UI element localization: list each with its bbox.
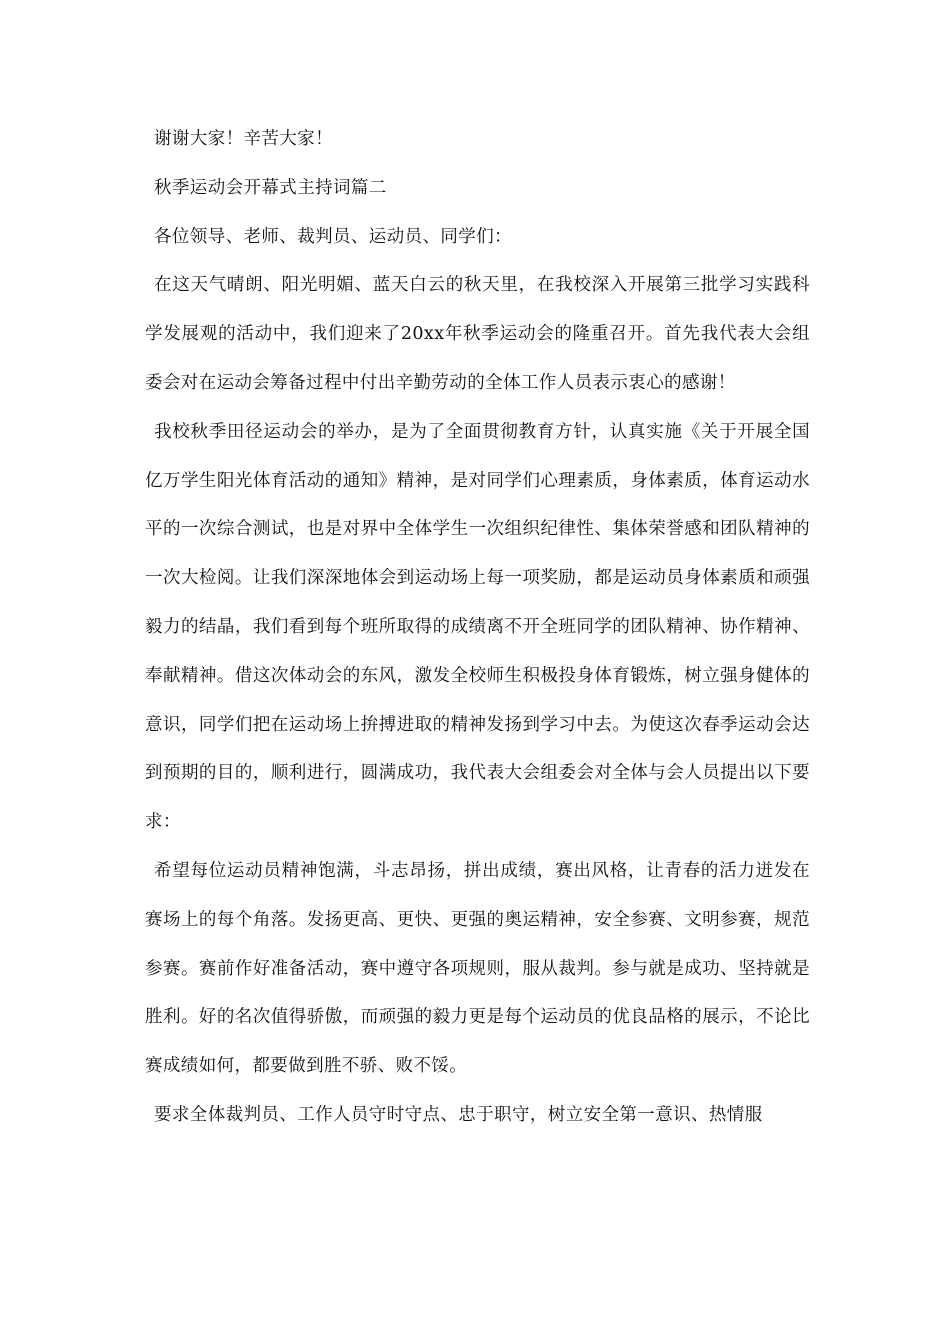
closing-thanks: 谢谢大家！辛苦大家！ bbox=[154, 129, 333, 149]
document-body bbox=[145, 115, 810, 1140]
salutation: 各位领导、老师、裁判员、运动员、同学们： bbox=[154, 226, 512, 247]
paragraph-opening: 在这天气晴朗、阳光明媚、蓝天白云的秋天里，在我校深入开展第三批学习实践科学发展观的活动中，我们迎来了20xx年秋季运动会的隆重召开。首先我代表大会组委会对在运动会筹备过程中付出辛勤劳动的全体工作人员表示衷心的感谢！ bbox=[145, 275, 810, 393]
paragraph-referees: 要求全体裁判员、工作人员守时守点、忠于职守，树立安全第一意识、热情服 bbox=[154, 1104, 763, 1125]
section-title: 秋季运动会开幕式主持词篇二 bbox=[154, 177, 387, 198]
paragraph-athletes: 希望每位运动员精神饱满，斗志昂扬，拼出成绩，赛出风格，让青春的活力迸发在赛场上的每个角落。发扬更高、更快、更强的奥运精神，安全参赛、文明参赛，规范参赛。赛前作好准备活动，赛中遵守各项规则，服从裁判。参与就是成功、坚持就是胜利。好的名次值得骄傲，而顽强的毅力更是每个运动员的优良品格的展示，不论比赛成绩如何，都要做到胜不骄、败不馁。 bbox=[145, 860, 810, 1077]
paragraph-purpose: 我校秋季田径运动会的举办，是为了全面贯彻教育方针，认真实施《关于开展全国亿万学生阳光体育活动的通知》精神，是对同学们心理素质，身体素质，体育运动水平的一次综合测试，也是对界中全体学生一次组织纪律性、集体荣誉感和团队精神的一次大检阅。让我们深深地体会到运动场上每一项奖励，都是运动员身体素质和顽强毅力的结晶，我们看到每个班所取得的成绩离不开全班同学的团队精神、协作精神、奉献精神。借这次体动会的东风，激发全校师生积极投身体育锻炼，树立强身健体的意识，同学们把在运动场上拚搏进取的精神发扬到学习中去。为使这次春季运动会达到预期的目的，顺利进行，圆满成功，我代表大会组委会对全体与会人员提出以下要求： bbox=[145, 421, 810, 833]
